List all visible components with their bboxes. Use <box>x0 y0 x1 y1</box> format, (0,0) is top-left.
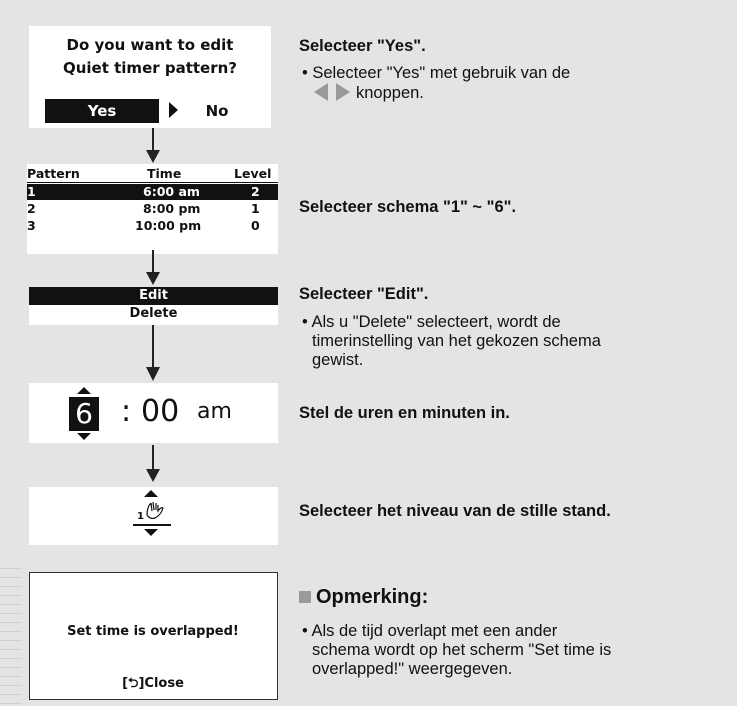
step2-title: Selecteer schema "1" ~ "6". <box>299 198 517 216</box>
overlap-warning-screen <box>29 572 278 700</box>
level-value: 1 <box>137 511 144 522</box>
table-header <box>27 166 278 183</box>
question-line-2: Quiet timer pattern? <box>62 59 238 77</box>
step3-bullet-line3: gewist. <box>312 351 364 369</box>
note-square-icon <box>299 591 311 603</box>
time-setting-screen <box>29 383 278 443</box>
decrease-icon[interactable] <box>77 433 91 440</box>
down-arrow-icon <box>146 128 160 164</box>
down-arrow-icon <box>146 445 160 485</box>
minutes-value[interactable]: 00 <box>141 394 180 429</box>
header-time: Time <box>147 166 182 181</box>
row-level: 2 <box>251 184 260 199</box>
row-pattern: 3 <box>27 218 36 233</box>
edit-confirm-screen <box>29 26 271 128</box>
table-row[interactable] <box>27 218 278 234</box>
table-row[interactable] <box>27 184 278 200</box>
step4-title: Stel de uren en minuten in. <box>299 404 510 422</box>
question-line-1: Do you want to edit <box>66 36 234 54</box>
right-button-icon <box>336 83 350 101</box>
note-bullet-line1: • Als de tijd overlapt met een ander <box>302 622 558 640</box>
row-time: 6:00 am <box>143 184 200 199</box>
step5-title: Selecteer het niveau van de stille stand. <box>299 502 611 520</box>
no-option[interactable]: No <box>205 102 229 120</box>
row-level: 1 <box>251 201 260 216</box>
row-time: 8:00 pm <box>143 201 201 216</box>
increase-icon[interactable] <box>77 387 91 394</box>
note-body <box>302 622 611 679</box>
step3-bullet-line1: • Als u "Delete" selecteert, wordt de <box>302 313 561 331</box>
yes-option[interactable]: Yes <box>45 99 159 123</box>
table-row[interactable] <box>27 201 278 217</box>
step3-title: Selecteer "Edit". <box>299 285 429 303</box>
margin-lines <box>0 560 22 706</box>
note-bullet-line3: overlapped!" weergegeven. <box>312 660 513 678</box>
increase-icon[interactable] <box>144 490 158 497</box>
overlap-message: Set time is overlapped! <box>67 624 239 639</box>
close-button[interactable]: [⮌]Close <box>122 676 184 691</box>
time-separator: : <box>121 394 132 429</box>
header-pattern: Pattern <box>27 166 80 181</box>
step1-bullet: • Selecteer "Yes" met gebruik van de <box>302 64 571 82</box>
down-arrow-icon <box>146 250 160 286</box>
step3-bullet-line2: timerinstelling van het gekozen schema <box>312 332 601 350</box>
hour-value[interactable]: 6 <box>69 397 99 431</box>
step3-body <box>302 313 601 370</box>
note-title: Opmerking: <box>316 586 429 608</box>
row-level: 0 <box>251 218 260 233</box>
decrease-icon[interactable] <box>144 529 158 536</box>
header-level: Level <box>234 166 272 181</box>
note-heading <box>299 586 428 609</box>
down-arrow-icon <box>146 325 160 383</box>
edit-delete-menu <box>29 287 278 325</box>
note-bullet-line2: schema wordt op het scherm "Set time is <box>312 641 612 659</box>
step1-body <box>302 64 570 103</box>
level-divider <box>133 524 171 526</box>
row-pattern: 1 <box>27 184 36 199</box>
selection-cursor-icon <box>169 102 178 118</box>
delete-option[interactable]: Delete <box>129 306 178 321</box>
pattern-list-screen <box>27 164 278 254</box>
row-pattern: 2 <box>27 201 36 216</box>
quiet-hand-icon <box>143 499 167 521</box>
left-button-icon <box>314 83 328 101</box>
quiet-level-screen <box>29 487 278 545</box>
step1-bullet-cont: knoppen. <box>356 84 424 102</box>
row-time: 10:00 pm <box>135 218 202 233</box>
edit-option[interactable]: Edit <box>29 287 278 305</box>
ampm-indicator: am <box>197 399 232 424</box>
step1-title: Selecteer "Yes". <box>299 37 426 55</box>
